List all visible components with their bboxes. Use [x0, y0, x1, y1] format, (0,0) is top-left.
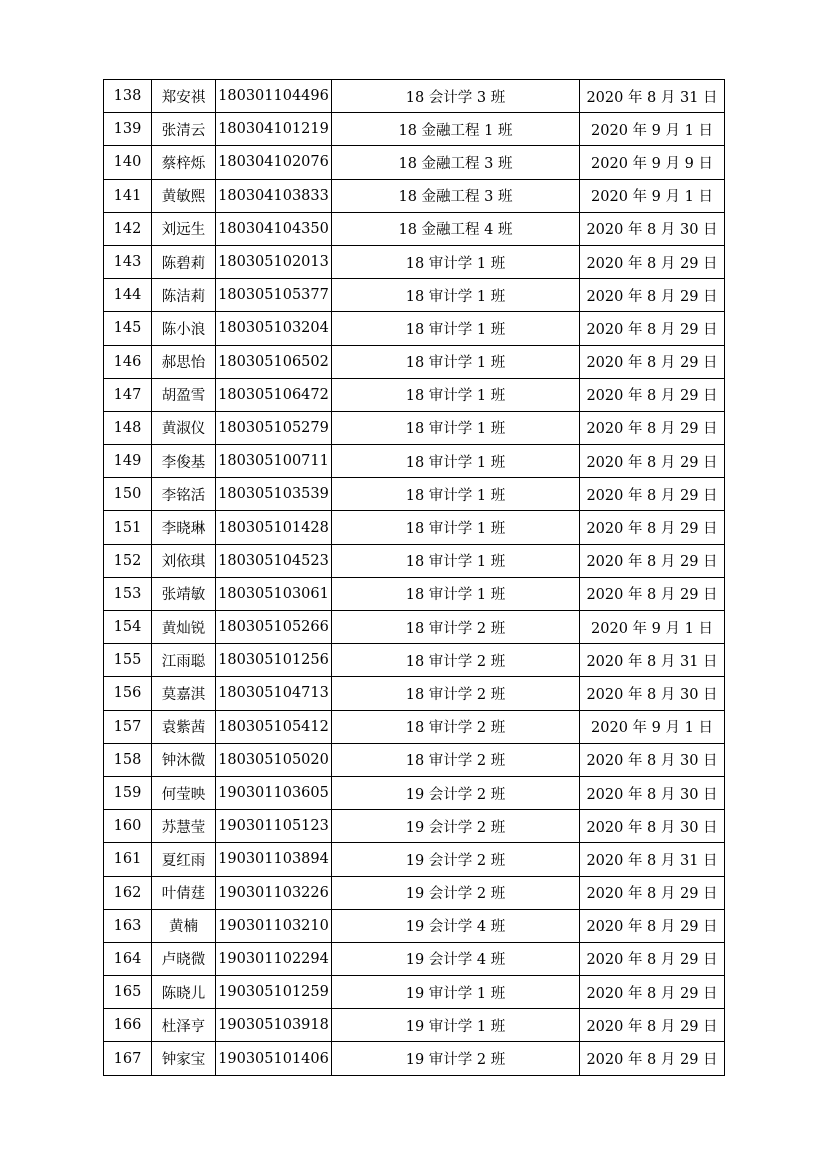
student-id-cell: 190301103226	[216, 876, 332, 909]
row-number-cell: 166	[104, 1009, 152, 1042]
date-cell: 2020 年 8 月 29 日	[580, 312, 725, 345]
student-name-cell: 刘远生	[152, 212, 216, 245]
class-name-cell: 18 审计学 1 班	[332, 511, 580, 544]
date-cell: 2020 年 8 月 31 日	[580, 843, 725, 876]
student-id-cell: 190305101259	[216, 976, 332, 1009]
student-id-cell: 180305104713	[216, 677, 332, 710]
class-name-cell: 18 会计学 3 班	[332, 80, 580, 113]
row-number-cell: 142	[104, 212, 152, 245]
class-name-cell: 18 金融工程 4 班	[332, 212, 580, 245]
student-id-cell: 180305103204	[216, 312, 332, 345]
student-name-cell: 胡盈雪	[152, 378, 216, 411]
class-name-cell: 19 会计学 2 班	[332, 776, 580, 809]
student-name-cell: 夏红雨	[152, 843, 216, 876]
row-number-cell: 149	[104, 445, 152, 478]
table-row	[104, 942, 725, 975]
row-number-cell: 158	[104, 743, 152, 776]
date-cell: 2020 年 8 月 29 日	[580, 279, 725, 312]
student-id-cell: 190305101406	[216, 1042, 332, 1075]
class-name-cell: 18 审计学 2 班	[332, 677, 580, 710]
student-id-cell: 190301102294	[216, 942, 332, 975]
class-name-cell: 19 会计学 2 班	[332, 876, 580, 909]
row-number-cell: 144	[104, 279, 152, 312]
row-number-cell: 143	[104, 245, 152, 278]
student-id-cell: 180305105279	[216, 411, 332, 444]
date-cell: 2020 年 9 月 9 日	[580, 146, 725, 179]
class-name-cell: 18 审计学 1 班	[332, 312, 580, 345]
row-number-cell: 138	[104, 80, 152, 113]
date-cell: 2020 年 8 月 30 日	[580, 810, 725, 843]
date-cell: 2020 年 8 月 30 日	[580, 776, 725, 809]
class-name-cell: 18 审计学 1 班	[332, 378, 580, 411]
row-number-cell: 162	[104, 876, 152, 909]
student-id-cell: 180304104350	[216, 212, 332, 245]
table-row	[104, 445, 725, 478]
class-name-cell: 18 审计学 2 班	[332, 611, 580, 644]
date-cell: 2020 年 9 月 1 日	[580, 710, 725, 743]
class-name-cell: 18 审计学 1 班	[332, 478, 580, 511]
date-cell: 2020 年 8 月 29 日	[580, 976, 725, 1009]
date-cell: 2020 年 8 月 29 日	[580, 909, 725, 942]
date-cell: 2020 年 8 月 29 日	[580, 1009, 725, 1042]
row-number-cell: 155	[104, 644, 152, 677]
table-row	[104, 146, 725, 179]
student-table-body	[104, 80, 725, 1076]
student-name-cell: 陈小浪	[152, 312, 216, 345]
student-id-cell: 180305101428	[216, 511, 332, 544]
student-name-cell: 黄楠	[152, 909, 216, 942]
row-number-cell: 156	[104, 677, 152, 710]
table-row	[104, 776, 725, 809]
class-name-cell: 19 审计学 1 班	[332, 976, 580, 1009]
row-number-cell: 160	[104, 810, 152, 843]
date-cell: 2020 年 8 月 29 日	[580, 378, 725, 411]
student-name-cell: 莫嘉淇	[152, 677, 216, 710]
table-row	[104, 80, 725, 113]
student-name-cell: 钟家宝	[152, 1042, 216, 1075]
student-id-cell: 190301105123	[216, 810, 332, 843]
class-name-cell: 18 审计学 2 班	[332, 743, 580, 776]
student-name-cell: 李铭活	[152, 478, 216, 511]
student-name-cell: 陈洁莉	[152, 279, 216, 312]
class-name-cell: 19 会计学 2 班	[332, 810, 580, 843]
class-name-cell: 19 会计学 4 班	[332, 909, 580, 942]
student-name-cell: 郑安祺	[152, 80, 216, 113]
row-number-cell: 165	[104, 976, 152, 1009]
student-name-cell: 钟沐微	[152, 743, 216, 776]
table-row	[104, 279, 725, 312]
row-number-cell: 164	[104, 942, 152, 975]
table-row	[104, 843, 725, 876]
student-name-cell: 李晓琳	[152, 511, 216, 544]
student-id-cell: 190301103210	[216, 909, 332, 942]
row-number-cell: 163	[104, 909, 152, 942]
student-id-cell: 190301103894	[216, 843, 332, 876]
date-cell: 2020 年 8 月 29 日	[580, 511, 725, 544]
table-row	[104, 511, 725, 544]
table-row	[104, 1009, 725, 1042]
table-row	[104, 611, 725, 644]
row-number-cell: 157	[104, 710, 152, 743]
date-cell: 2020 年 9 月 1 日	[580, 113, 725, 146]
row-number-cell: 153	[104, 577, 152, 610]
row-number-cell: 150	[104, 478, 152, 511]
student-id-cell: 180305106502	[216, 345, 332, 378]
student-name-cell: 杜泽亨	[152, 1009, 216, 1042]
table-row	[104, 312, 725, 345]
student-id-cell: 180304101219	[216, 113, 332, 146]
date-cell: 2020 年 9 月 1 日	[580, 611, 725, 644]
class-name-cell: 18 审计学 1 班	[332, 445, 580, 478]
class-name-cell: 18 审计学 2 班	[332, 644, 580, 677]
table-row	[104, 544, 725, 577]
student-name-cell: 卢晓微	[152, 942, 216, 975]
table-row	[104, 876, 725, 909]
row-number-cell: 140	[104, 146, 152, 179]
student-id-cell: 180304103833	[216, 179, 332, 212]
row-number-cell: 167	[104, 1042, 152, 1075]
table-row	[104, 212, 725, 245]
student-name-cell: 黄淑仪	[152, 411, 216, 444]
student-name-cell: 江雨聪	[152, 644, 216, 677]
table-row	[104, 976, 725, 1009]
student-id-cell: 180305101256	[216, 644, 332, 677]
table-row	[104, 710, 725, 743]
date-cell: 2020 年 8 月 29 日	[580, 245, 725, 278]
table-row	[104, 677, 725, 710]
class-name-cell: 18 审计学 1 班	[332, 544, 580, 577]
date-cell: 2020 年 8 月 29 日	[580, 445, 725, 478]
class-name-cell: 19 审计学 2 班	[332, 1042, 580, 1075]
class-name-cell: 18 金融工程 1 班	[332, 113, 580, 146]
row-number-cell: 139	[104, 113, 152, 146]
student-table	[103, 79, 725, 1076]
student-id-cell: 180305105377	[216, 279, 332, 312]
class-name-cell: 19 审计学 1 班	[332, 1009, 580, 1042]
student-id-cell: 180305105266	[216, 611, 332, 644]
student-name-cell: 陈晓儿	[152, 976, 216, 1009]
class-name-cell: 18 审计学 1 班	[332, 577, 580, 610]
table-row	[104, 245, 725, 278]
student-id-cell: 180305105020	[216, 743, 332, 776]
student-name-cell: 袁紫茜	[152, 710, 216, 743]
table-row	[104, 478, 725, 511]
student-name-cell: 黄灿锐	[152, 611, 216, 644]
row-number-cell: 159	[104, 776, 152, 809]
table-row	[104, 810, 725, 843]
student-name-cell: 叶倩莛	[152, 876, 216, 909]
date-cell: 2020 年 9 月 1 日	[580, 179, 725, 212]
table-row	[104, 411, 725, 444]
student-id-cell: 180305103539	[216, 478, 332, 511]
student-name-cell: 李俊基	[152, 445, 216, 478]
student-id-cell: 180305104523	[216, 544, 332, 577]
class-name-cell: 18 审计学 1 班	[332, 245, 580, 278]
date-cell: 2020 年 8 月 29 日	[580, 942, 725, 975]
class-name-cell: 18 审计学 2 班	[332, 710, 580, 743]
row-number-cell: 161	[104, 843, 152, 876]
table-row	[104, 1042, 725, 1075]
table-row	[104, 577, 725, 610]
student-id-cell: 180301104496	[216, 80, 332, 113]
student-id-cell: 180305103061	[216, 577, 332, 610]
date-cell: 2020 年 8 月 29 日	[580, 478, 725, 511]
student-name-cell: 刘依琪	[152, 544, 216, 577]
class-name-cell: 19 会计学 4 班	[332, 942, 580, 975]
student-id-cell: 190301103605	[216, 776, 332, 809]
row-number-cell: 141	[104, 179, 152, 212]
student-id-cell: 190305103918	[216, 1009, 332, 1042]
class-name-cell: 18 审计学 1 班	[332, 411, 580, 444]
row-number-cell: 152	[104, 544, 152, 577]
table-row	[104, 743, 725, 776]
student-name-cell: 张靖敏	[152, 577, 216, 610]
student-name-cell: 苏慧莹	[152, 810, 216, 843]
class-name-cell: 19 会计学 2 班	[332, 843, 580, 876]
date-cell: 2020 年 8 月 29 日	[580, 544, 725, 577]
row-number-cell: 154	[104, 611, 152, 644]
student-id-cell: 180304102076	[216, 146, 332, 179]
date-cell: 2020 年 8 月 29 日	[580, 345, 725, 378]
class-name-cell: 18 审计学 1 班	[332, 279, 580, 312]
date-cell: 2020 年 8 月 29 日	[580, 1042, 725, 1075]
table-row	[104, 113, 725, 146]
date-cell: 2020 年 8 月 31 日	[580, 80, 725, 113]
class-name-cell: 18 金融工程 3 班	[332, 146, 580, 179]
table-row	[104, 644, 725, 677]
class-name-cell: 18 金融工程 3 班	[332, 179, 580, 212]
row-number-cell: 147	[104, 378, 152, 411]
row-number-cell: 148	[104, 411, 152, 444]
date-cell: 2020 年 8 月 31 日	[580, 644, 725, 677]
table-row	[104, 909, 725, 942]
date-cell: 2020 年 8 月 30 日	[580, 212, 725, 245]
student-id-cell: 180305102013	[216, 245, 332, 278]
date-cell: 2020 年 8 月 29 日	[580, 876, 725, 909]
table-row	[104, 179, 725, 212]
row-number-cell: 146	[104, 345, 152, 378]
date-cell: 2020 年 8 月 29 日	[580, 411, 725, 444]
student-name-cell: 蔡梓烁	[152, 146, 216, 179]
class-name-cell: 18 审计学 1 班	[332, 345, 580, 378]
table-row	[104, 378, 725, 411]
student-name-cell: 何莹映	[152, 776, 216, 809]
student-id-cell: 180305105412	[216, 710, 332, 743]
table-row	[104, 345, 725, 378]
student-name-cell: 陈碧莉	[152, 245, 216, 278]
student-id-cell: 180305106472	[216, 378, 332, 411]
student-id-cell: 180305100711	[216, 445, 332, 478]
date-cell: 2020 年 8 月 30 日	[580, 677, 725, 710]
row-number-cell: 145	[104, 312, 152, 345]
row-number-cell: 151	[104, 511, 152, 544]
student-name-cell: 郝思怡	[152, 345, 216, 378]
date-cell: 2020 年 8 月 29 日	[580, 577, 725, 610]
date-cell: 2020 年 8 月 30 日	[580, 743, 725, 776]
student-name-cell: 黄敏熙	[152, 179, 216, 212]
student-name-cell: 张清云	[152, 113, 216, 146]
